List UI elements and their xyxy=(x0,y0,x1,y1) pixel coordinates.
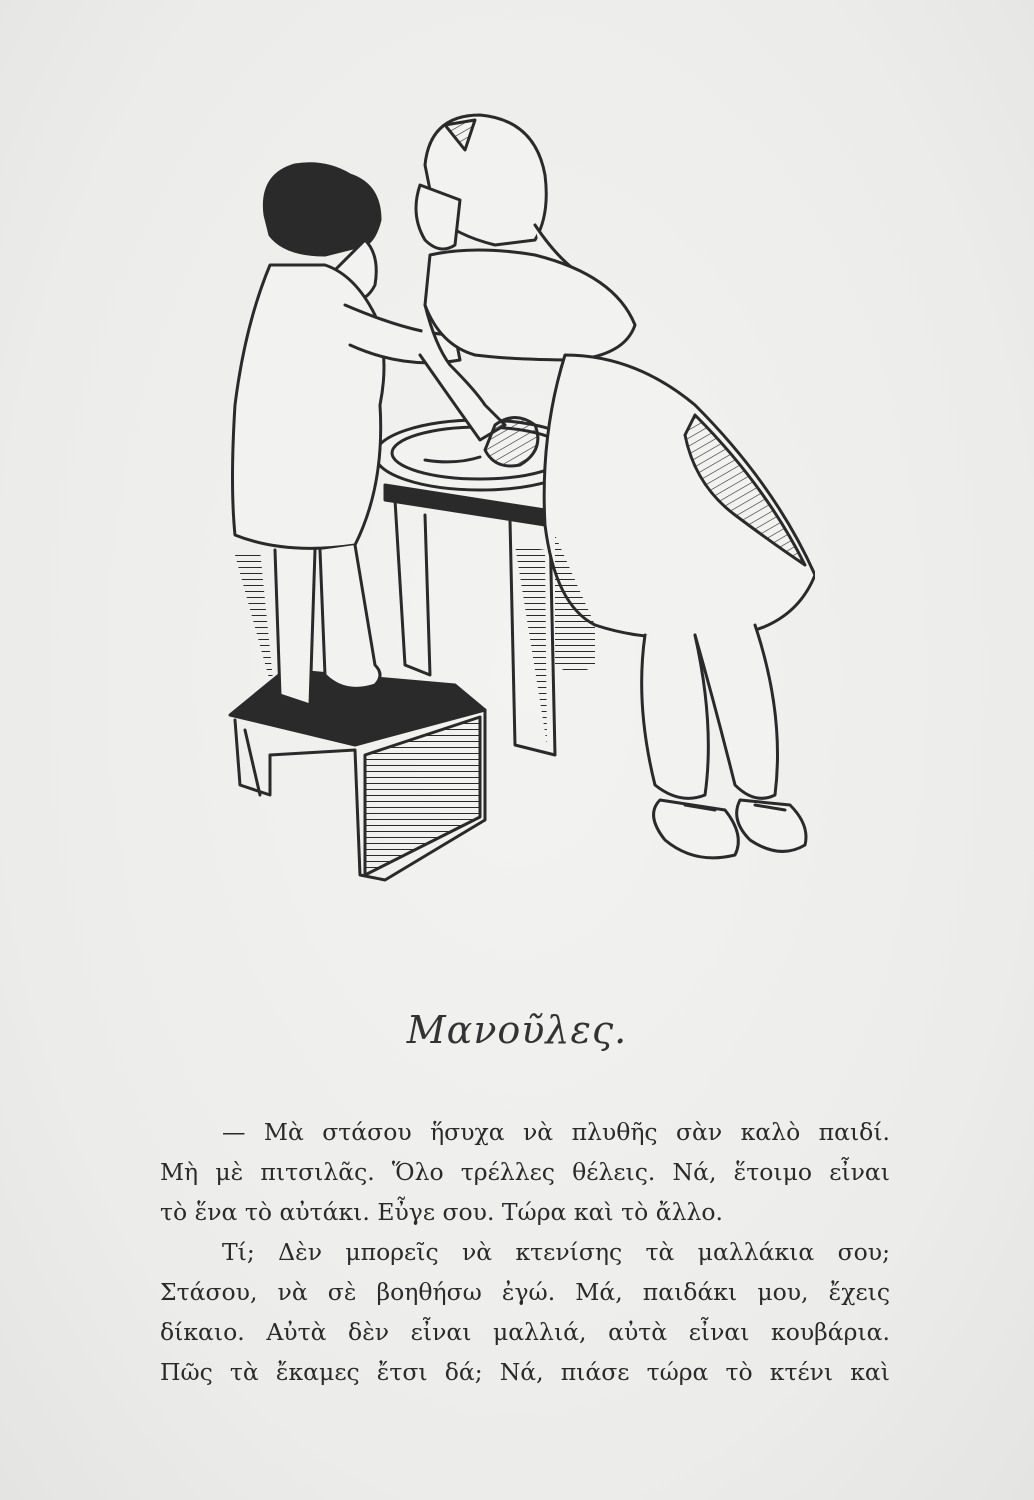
text-line: Πῶς τὰ ἔκαμες ἔτσι δά; Νά, πιάσε τώρα τὸ κτένι καὶ xyxy=(160,1358,890,1386)
stool-drawing xyxy=(230,670,485,880)
story-text xyxy=(160,1112,890,1392)
two-children-washing-illustration xyxy=(215,105,815,905)
paragraph-2 xyxy=(160,1232,890,1392)
paragraph-1 xyxy=(160,1112,890,1232)
text-line: Μὴ μὲ πιτσιλᾶς. Ὅλο τρέλλες θέλεις. Νά, ἕτοιμο εἶναι xyxy=(160,1158,890,1186)
story-title: Μανοῦλες. xyxy=(406,1008,628,1052)
text-line: δίκαιο. Αὐτὰ δὲν εἶναι μαλλιά, αὐτὰ εἶναι κουβάρια. xyxy=(160,1318,890,1346)
text-line: — Μὰ στάσου ἥσυχα νὰ πλυθῆς σὰν καλὸ παιδί. xyxy=(222,1118,890,1146)
text-line: Τί; Δὲν μπορεῖς νὰ κτενίσης τὰ μαλλάκια σου; xyxy=(222,1238,890,1266)
text-line: τὸ ἕνα τὸ αὐτάκι. Εὖγε σου. Τώρα καὶ τὸ ἄλλο. xyxy=(160,1198,724,1226)
text-line: Στάσου, νὰ σὲ βοηθήσω ἐγώ. Μά, παιδάκι μου, ἔχεις xyxy=(160,1278,890,1306)
